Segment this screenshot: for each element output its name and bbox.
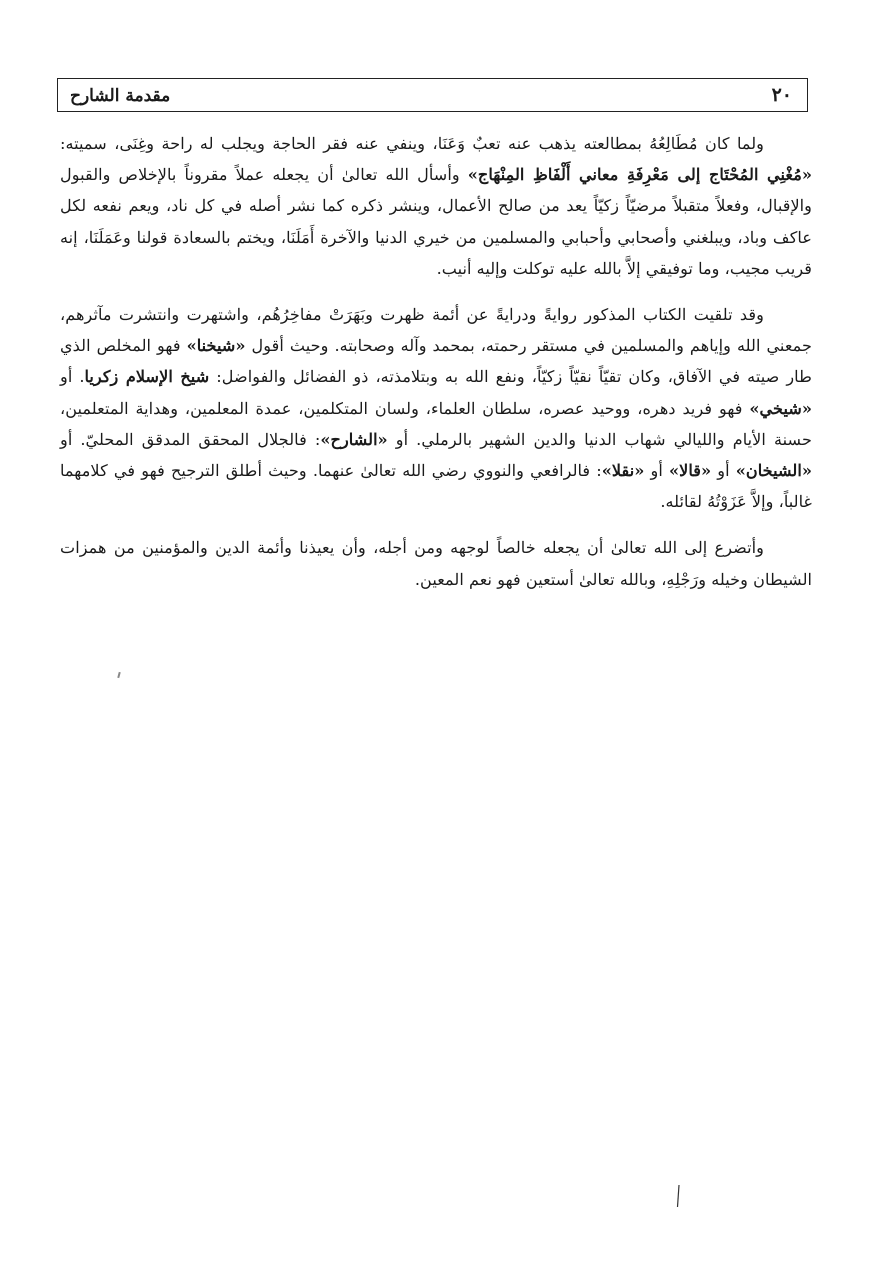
- term-shaykhi: «شيخي»: [749, 398, 813, 418]
- paragraph-3: [60, 532, 812, 594]
- para3-text: وأتضرع إلى الله تعالىٰ أن يجعله خالصاً لوجهه ومن أجله، وأن يعيذنا وأئمة الدين والمؤمنين من همزات الشيطان وخيله ورَجْلِهِ، وبالله تعالىٰ أستعين فهو نعم المعين.: [60, 538, 812, 589]
- page-number: ٢٠: [771, 84, 792, 106]
- para2-m: أو: [650, 461, 663, 481]
- running-header: [57, 78, 808, 112]
- body-text: [60, 128, 812, 610]
- term-qala: «قالا»: [668, 461, 712, 481]
- scan-speck: [117, 672, 120, 678]
- para2-c: فهو المخلص الذي طار صيته في الآفاق، وكان تقيّاً نقيّاً زكيّاً، ونفع الله به وبتلامذته، ذو الفضائل والفواضل:: [60, 336, 812, 387]
- term-al-shaykhan: «الشيخان»: [735, 461, 812, 481]
- para1-intro: ولما كان مُطَالِعُهُ بمطالعته يذهب عنه تعبٌ وَعَنَا، وينفي عنه فقر الحاجة ويجلب له راحة وغِنَى، سميته:: [60, 134, 764, 153]
- paragraph-2: [60, 299, 812, 517]
- para2-k: أو: [717, 461, 730, 481]
- term-shaykh-al-islam: شيخ الإسلام زكريا: [84, 367, 210, 387]
- para2-o: : فالرافعي والنووي رضي الله تعالىٰ عنهما. وحيث أطلق الترجيح فهو في كلامهما غالباً، وإلاَّ عَزَوْتُهُ لقائله.: [60, 461, 812, 512]
- para2-g: فهو فريد دهره، ووحيد عصره، سلطان العلماء، ولسان المتكلمين، عمدة المعلمين، وهداية المتعلمين، حسنة الأيام والليالي شهاب الدنيا والدين الشهير بالرملي. أو: [60, 398, 812, 449]
- header-title: مقدمة الشارح: [70, 86, 171, 106]
- para1-rest: وأسأل الله تعالىٰ أن يجعله عملاً مقروناً بالإخلاص والقبول والإقبال، وفعلاً متقبلاً مرضيّاً زكيّاً يعد من صالح الأعمال، وينشر ذكره كما نشر أصله في كل ناد، ويعم نفعه لكل عاكف وباد، ويبلغني وأصحابي وأحبابي والمسلمين من خيري الدنيا والآخرة أَمَلَنَا، ويختم بالسعادة قولنا وعَمَلَنَا، إنه قريب مجيب، وما توفيقي إلاَّ بالله عليه توكلت وإليه أنيب.: [60, 165, 812, 278]
- pen-stroke-mark: [676, 1184, 680, 1208]
- para2-a: وقد تلقيت الكتاب المذكور روايةً ودرايةً عن أئمة ظهرت وبَهَرَتْ مفاخِرُهُم، واشتهرت وانتشرت مآثرهم، جمعني الله وإياهم والمسلمين في مستقر رحمته، بمحمد وآله وصحابته. وحيث أقول: [60, 305, 812, 356]
- term-shaykhuna: «شيخنا»: [186, 336, 246, 356]
- para2-i: : فالجلال المحقق المدقق المحليّ. أو: [60, 429, 321, 449]
- term-al-sharih: «الشارح»: [320, 429, 388, 449]
- book-title: «مُغْنِي المُحْتَاج إلى مَعْرِفَةِ معاني أَلْفَاظِ المِنْهَاج»: [467, 165, 812, 185]
- para2-e: . أو: [60, 367, 85, 387]
- term-naqala: «نقلا»: [601, 461, 645, 481]
- paragraph-1: [60, 128, 812, 284]
